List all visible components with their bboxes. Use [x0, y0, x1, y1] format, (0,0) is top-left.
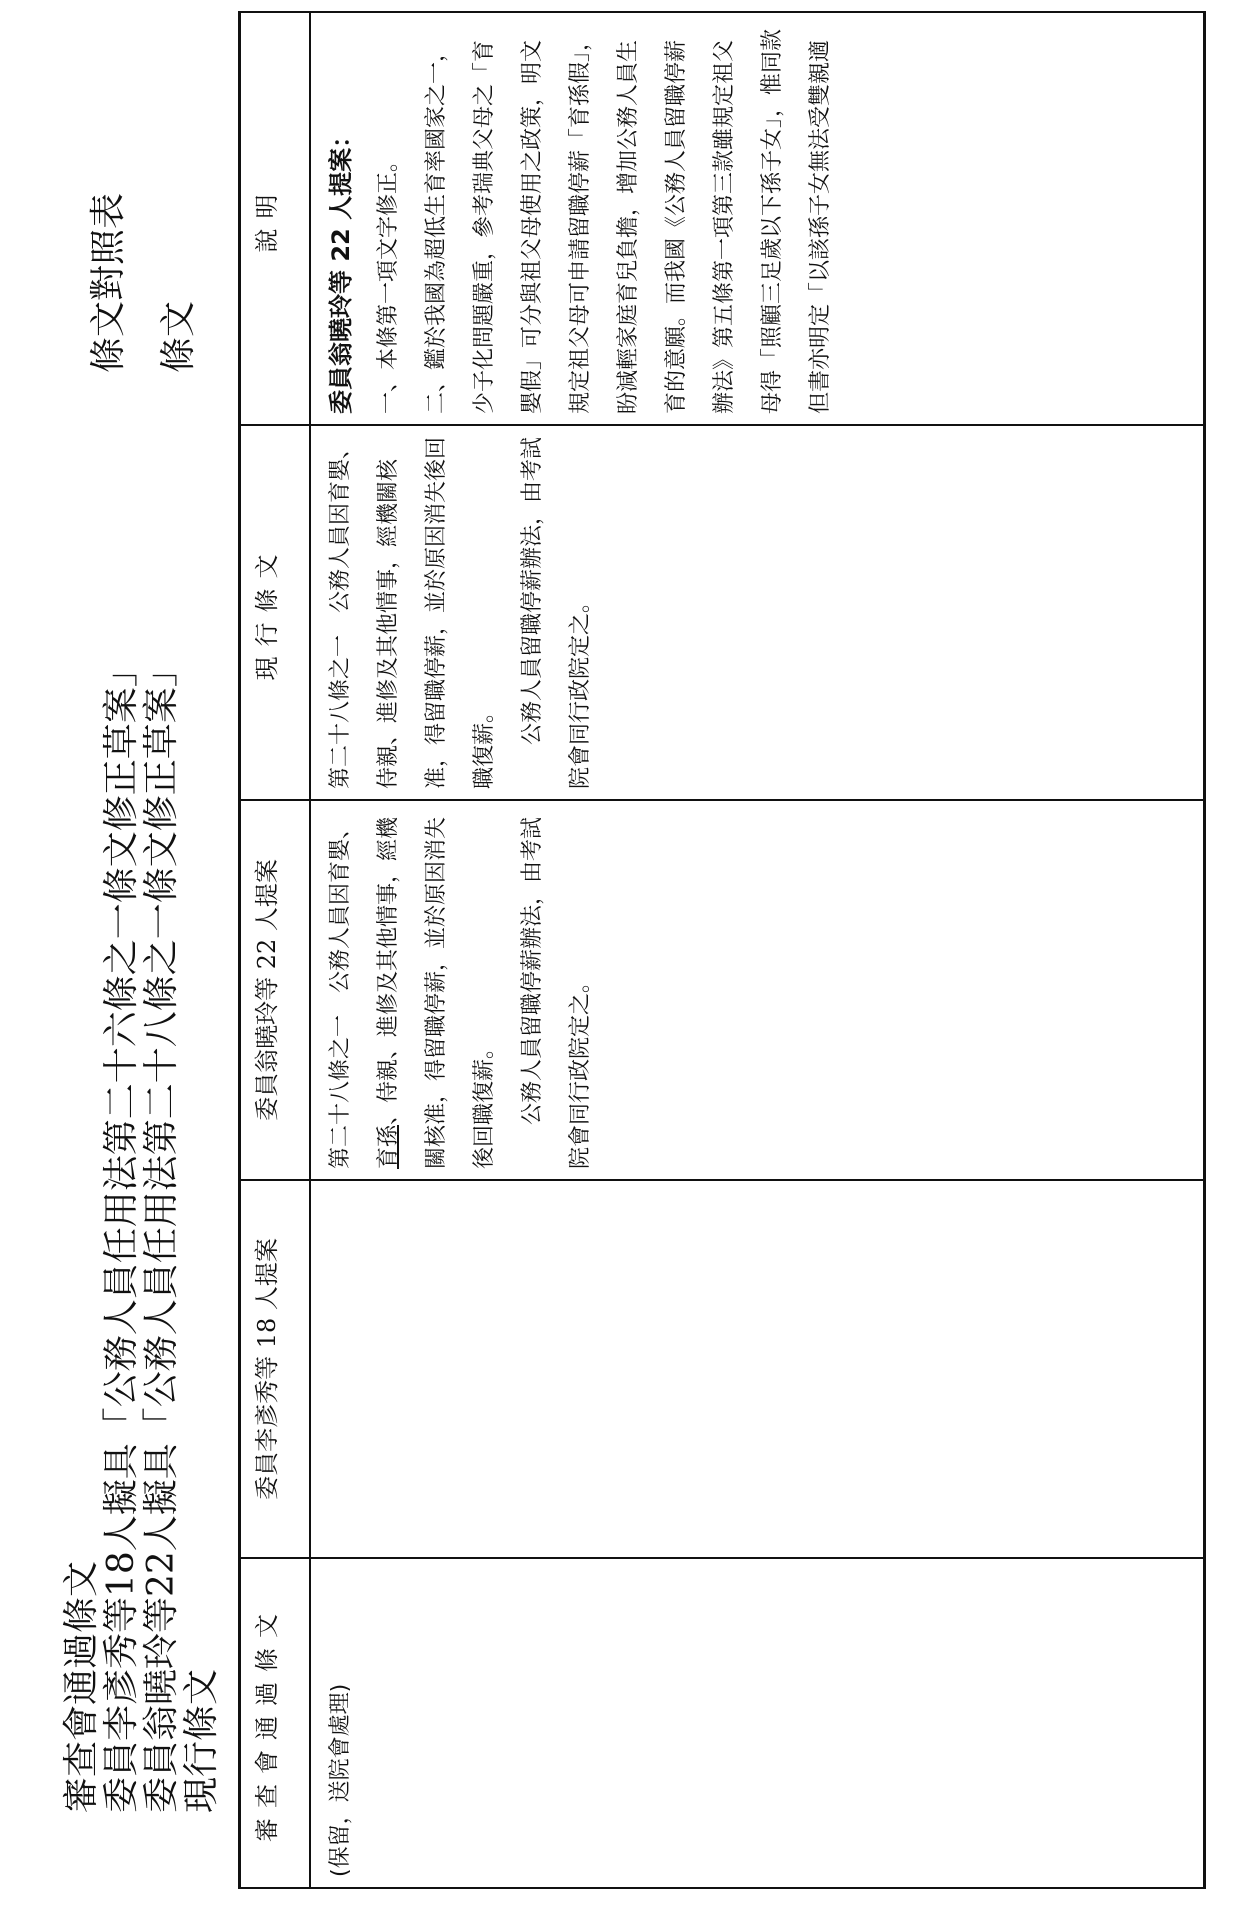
document-title-suffix: 條文對照表 — [88, 192, 129, 373]
column-header-current-text: 現行條文 — [240, 425, 311, 800]
committee-note: (保留，送院會處理) — [328, 1683, 353, 1877]
cell-committee-text — [310, 1558, 1205, 1888]
current-article-paragraph2: 公務人員留職停薪辦法，由考試院會同行政院定之。 — [520, 436, 593, 789]
document-title-line1: 委員李彥秀等18人擬具「公務人員任用法第二十六條之一條文修正草案」 — [101, 651, 142, 1813]
current-article-paragraph1: 第二十八條之一 公務人員因育嬰、侍親、進修及其他情事，經機關核准，得留職停薪，並於原因消失後回職復薪。 — [328, 436, 497, 789]
weng-article-p1-part1: 第二十八條之一 公務人員因育嬰、 — [328, 816, 353, 1169]
document-title-line3: 現行條文 — [181, 1668, 222, 1813]
explanation-point2: 二、鑑於我國為超低生育率國家之一，少子化問題嚴重，參考瑞典父母之「育嬰假」可分與祖父母使用之政策，明文規定祖父母可申請留職停薪「育孫假」，盼減輕家庭育兒負擔，增加公務人員生育的意願。而我國《公務人員留職停薪辦法》第五條第一項第三款雖規定祖父母得「照顧三足歲以下孫子女」，惟同款但書亦明定「以該孫子女無法受雙親適 — [424, 28, 833, 414]
cell-li-proposal — [310, 1180, 1205, 1558]
document-header: 審查會通過條文 — [61, 1560, 102, 1813]
cell-weng-proposal — [310, 800, 1205, 1180]
table-row — [310, 12, 1205, 1888]
column-header-committee: 審查會通過條文 — [240, 1558, 311, 1888]
comparison-table — [238, 11, 1206, 1889]
column-header-explanation: 說明 — [240, 12, 311, 425]
weng-article-paragraph2: 公務人員留職停薪辦法，由考試院會同行政院定之。 — [520, 816, 593, 1169]
column-header-weng-proposal: 委員翁曉玲等 22 人提案 — [240, 800, 311, 1180]
table-header-row — [240, 12, 311, 1888]
cell-current-text — [310, 425, 1205, 800]
weng-article-paragraph1 — [317, 811, 509, 1169]
explanation-heading: 委員翁曉玲等 22 人提案： — [327, 123, 355, 414]
explanation-point1: 一、本條第一項文字修正。 — [376, 149, 401, 414]
weng-article-amended-term: 育孫 — [376, 1124, 401, 1169]
column-header-li-proposal: 委員李彥秀等 18 人提案 — [240, 1180, 311, 1558]
weng-article-p1-part2: 、侍親、進修及其他情事，經機關核准，得留職停薪，並於原因消失後回職復薪。 — [376, 816, 497, 1169]
document-title-line2: 委員翁曉玲等22人擬具「公務人員任用法第二十八條之一條文修正草案」 — [141, 651, 182, 1813]
cell-explanation — [310, 12, 1205, 425]
document-title-suffix2: 條文 — [158, 300, 199, 373]
